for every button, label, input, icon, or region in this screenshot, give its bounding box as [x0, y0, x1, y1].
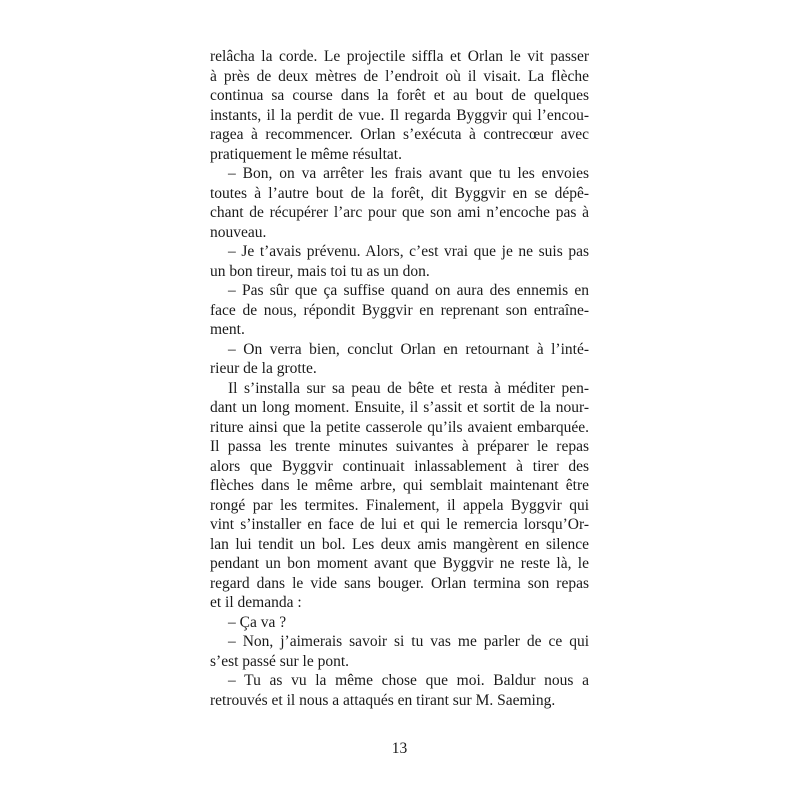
- text-line: Il passa les trente minutes suivantes à préparer le repas: [210, 438, 589, 455]
- text-line: alors que Byggvir continuait inlassablement à tirer des: [210, 457, 589, 475]
- text-line: chant de récupérer l’arc pour que son ami n’encoche pas à: [210, 204, 589, 221]
- book-page: [210, 47, 589, 767]
- text-line: un bon tireur, mais toi tu as un don.: [210, 262, 430, 280]
- text-line: – Pas sûr que ça suffise quand on aura des ennemis en: [228, 282, 589, 299]
- text-line: s’est passé sur le pont.: [210, 652, 350, 670]
- text-line: pendant un bon moment avant que Byggvir ne reste là, le: [210, 555, 589, 572]
- text-line: – Non, j’aimerais savoir si tu vas me parler de ce qui: [228, 633, 589, 650]
- text-line: ragea à recommencer. Orlan s’exécuta à contrecœur avec: [210, 126, 589, 143]
- text-line: – Tu as vu la même chose que moi. Baldur nous a: [228, 672, 589, 689]
- text-line: lan lui tendit un bol. Les deux amis mangèrent en silence: [210, 535, 589, 553]
- text-line: continua sa course dans la forêt et au bout de quelques: [210, 87, 589, 104]
- text-line: flèches dans le même arbre, qui semblait maintenant être: [210, 477, 589, 494]
- text-line: regard dans le vide sans bouger. Orlan termina son repas: [210, 574, 589, 592]
- text-line: – Ça va ?: [228, 613, 287, 631]
- text-line: instants, il la perdit de vue. Il regarda Byggvir qui l’encou-: [210, 106, 589, 124]
- text-line: ment.: [210, 321, 245, 338]
- text-line: pratiquement le même résultat.: [210, 145, 402, 163]
- text-line: dant un long moment. Ensuite, il s’assit et sortit de la nour-: [210, 399, 589, 416]
- text-line: toutes à l’autre bout de la forêt, dit Byggvir en se dépê-: [210, 184, 589, 202]
- text-line: Il s’installa sur sa peau de bête et resta à méditer pen-: [228, 379, 589, 397]
- body-text: [210, 47, 589, 710]
- text-line: face de nous, répondit Byggvir en reprenant son entraîne-: [210, 301, 589, 319]
- text-line: rieur de la grotte.: [210, 360, 317, 377]
- text-line: à près de deux mètres de l’endroit où il visait. La flèche: [210, 67, 589, 85]
- page-number: 13: [391, 740, 408, 757]
- text-line: relâcha la corde. Le projectile siffla et Orlan le vit passer: [210, 48, 589, 65]
- text-line: – On verra bien, conclut Orlan en retournant à l’inté-: [228, 340, 589, 358]
- text-line: vint s’installer en face de lui et qui le remercia lorsqu’Or-: [210, 516, 589, 533]
- text-line: retrouvés et il nous a attaqués en tirant sur M. Saeming.: [210, 691, 556, 709]
- text-line: rongé par les termites. Finalement, il appela Byggvir qui: [210, 496, 589, 514]
- text-line: riture ainsi que la petite casserole qu’ils avaient embarquée.: [210, 418, 589, 436]
- text-line: et il demanda :: [210, 594, 302, 611]
- text-line: – Je t’avais prévenu. Alors, c’est vrai que je ne suis pas: [228, 243, 589, 260]
- text-line: – Bon, on va arrêter les frais avant que tu les envoies: [228, 165, 589, 182]
- text-line: nouveau.: [210, 223, 267, 241]
